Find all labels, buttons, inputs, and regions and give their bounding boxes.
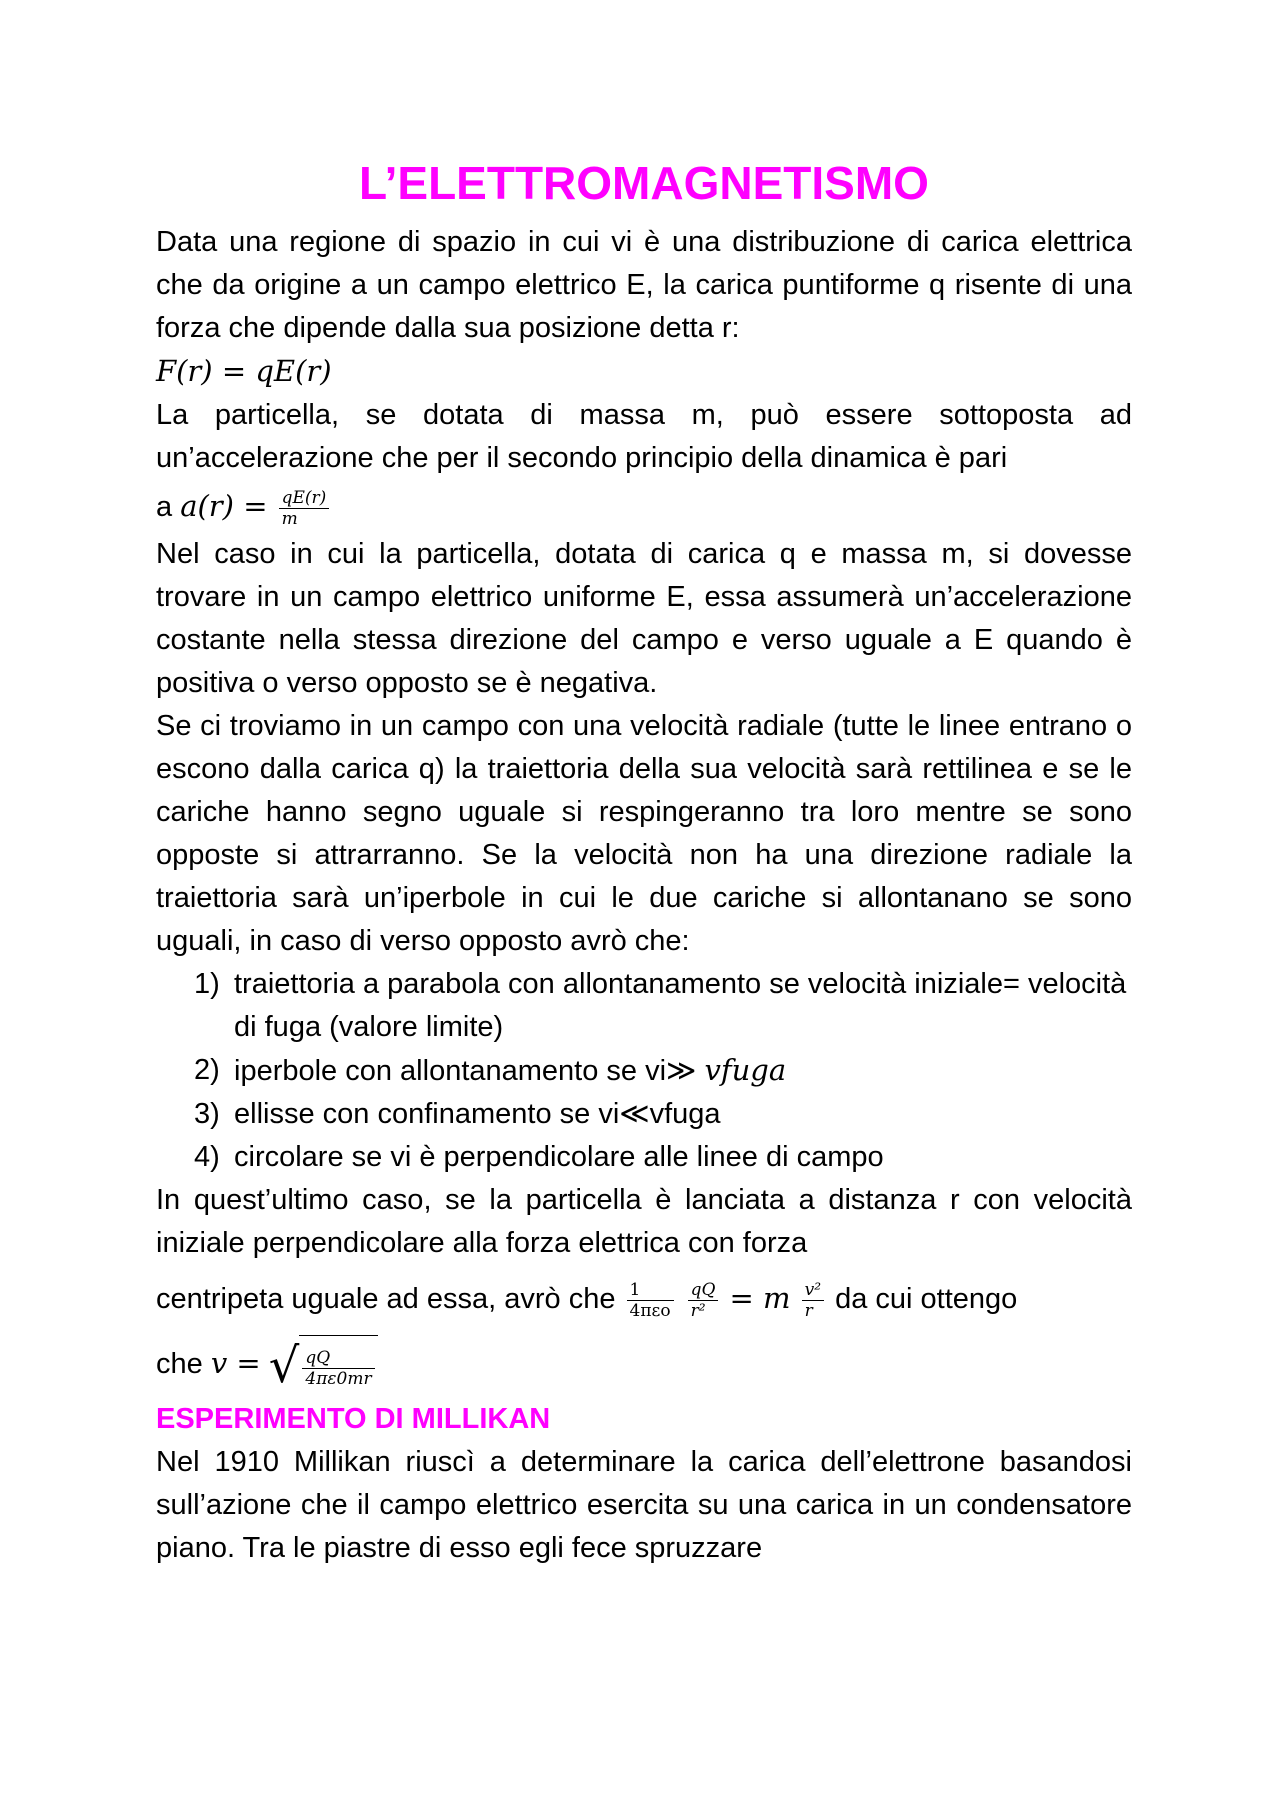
list-item-text: traiettoria a parabola con allontanamento se velocità iniziale= velocità di fuga (valore limite) xyxy=(234,968,1127,1043)
list-item-number: 1) xyxy=(194,968,220,1000)
formula-velocity xyxy=(156,1332,1132,1398)
list-item-content xyxy=(234,1049,1132,1093)
fraction-numerator: 1 xyxy=(627,1280,674,1301)
formula-force xyxy=(156,350,1132,394)
formula-acceleration-left: a(r) = xyxy=(180,489,268,523)
list-item xyxy=(194,963,1132,1049)
paragraph-acceleration: La particella, se dotata di massa m, può essere sottoposta ad un’accelerazione che per il secondo principio della dinamica è pari xyxy=(156,399,1132,474)
paragraph-millikan: Nel 1910 Millikan riuscì a determinare la carica dell’elettrone basandosi sull’azione che il campo elettrico esercita su una carica in un condensatore piano. Tra le piastre di esso egli fece spruzzare xyxy=(156,1445,1132,1564)
fraction-denominator: 4πεο xyxy=(629,1300,671,1321)
list-item xyxy=(194,1049,1132,1093)
trajectory-list xyxy=(156,963,1132,1179)
paragraph-radial-velocity: Se ci troviamo in un campo con una velocità radiale (tutte le linee entrano o escono dalla carica q) la traiettoria della sua velocità sarà rettilinea e se le cariche hanno segno uguale si respingeranno tra loro mentre se sono opposte si attrarranno. Se la velocità non ha una direzione radiale la traiettoria sarà un’iperbole in cui le due cariche si allontanano se sono uguali, in caso di verso opposto avrò che: xyxy=(156,710,1132,957)
formula-acceleration-prefix: a xyxy=(156,491,173,523)
document-page xyxy=(156,155,1132,1570)
formula-acceleration xyxy=(156,480,1132,533)
fraction-denominator: m xyxy=(281,508,298,529)
fraction-denominator: r xyxy=(804,1300,813,1321)
list-item xyxy=(194,1093,1132,1136)
page-title: L’ELETTROMAGNETISMO xyxy=(359,157,929,209)
radical-sign-icon: √ xyxy=(268,1338,300,1395)
list-item-number: 2) xyxy=(194,1054,220,1086)
paragraph-intro: Data una regione di spazio in cui vi è una distribuzione di carica elettrica che da origine a un campo elettrico E, la carica puntiforme q risente di una forza che dipende dalla sua posizione detta r: xyxy=(156,226,1132,344)
list-item-text: iperbole con allontanamento se vi≫ xyxy=(234,1055,697,1087)
formula-centripetal-suffix: da cui ottengo xyxy=(835,1283,1018,1315)
paragraph-circular-case: In quest’ultimo caso, se la particella è lanciata a distanza r con velocità iniziale perpendicolare alla forza elettrica con forza xyxy=(156,1184,1132,1259)
fraction-denominator: 4πε0mr xyxy=(305,1369,372,1390)
fraction-numerator: v² xyxy=(802,1280,824,1301)
formula-velocity-left: v = xyxy=(210,1346,261,1380)
paragraph-uniform-field: Nel caso in cui la particella, dotata di carica q e massa m, si dovesse trovare in un campo elettrico uniforme E, essa assumerà un’accelerazione costante nella stessa direzione del campo e verso uguale a E quando è positiva o verso opposto se è negativa. xyxy=(156,538,1132,699)
list-item-math: vfuga xyxy=(704,1053,787,1087)
fraction-qE-over-m xyxy=(279,488,330,529)
list-item-number: 4) xyxy=(194,1141,220,1173)
formula-centripetal xyxy=(156,1265,1132,1332)
list-item-text: circolare se vi è perpendicolare alle linee di campo xyxy=(234,1141,884,1173)
fraction-numerator: qQ xyxy=(302,1348,374,1369)
formula-centripetal-prefix: centripeta uguale ad essa, avrò che xyxy=(156,1283,616,1315)
list-item-text: ellisse con confinamento se vi≪vfuga xyxy=(234,1098,721,1130)
section-heading-millikan: ESPERIMENTO DI MILLIKAN xyxy=(156,1402,551,1435)
list-item-number: 3) xyxy=(194,1098,220,1130)
formula-centripetal-equals: = m xyxy=(729,1281,791,1315)
fraction-velocity xyxy=(302,1348,374,1389)
fraction-coulomb-constant xyxy=(627,1280,674,1321)
list-item xyxy=(194,1136,1132,1179)
square-root xyxy=(269,1333,378,1398)
formula-velocity-prefix: che xyxy=(156,1348,203,1380)
fraction-denominator: r² xyxy=(690,1300,706,1321)
fraction-numerator: qQ xyxy=(688,1280,719,1301)
radicand xyxy=(299,1335,377,1398)
fraction-qQ-over-r2 xyxy=(688,1280,719,1321)
fraction-v2-over-r xyxy=(802,1280,824,1321)
formula-force-text: F(r) = qE(r) xyxy=(156,354,332,388)
fraction-numerator: qE(r) xyxy=(279,488,330,509)
